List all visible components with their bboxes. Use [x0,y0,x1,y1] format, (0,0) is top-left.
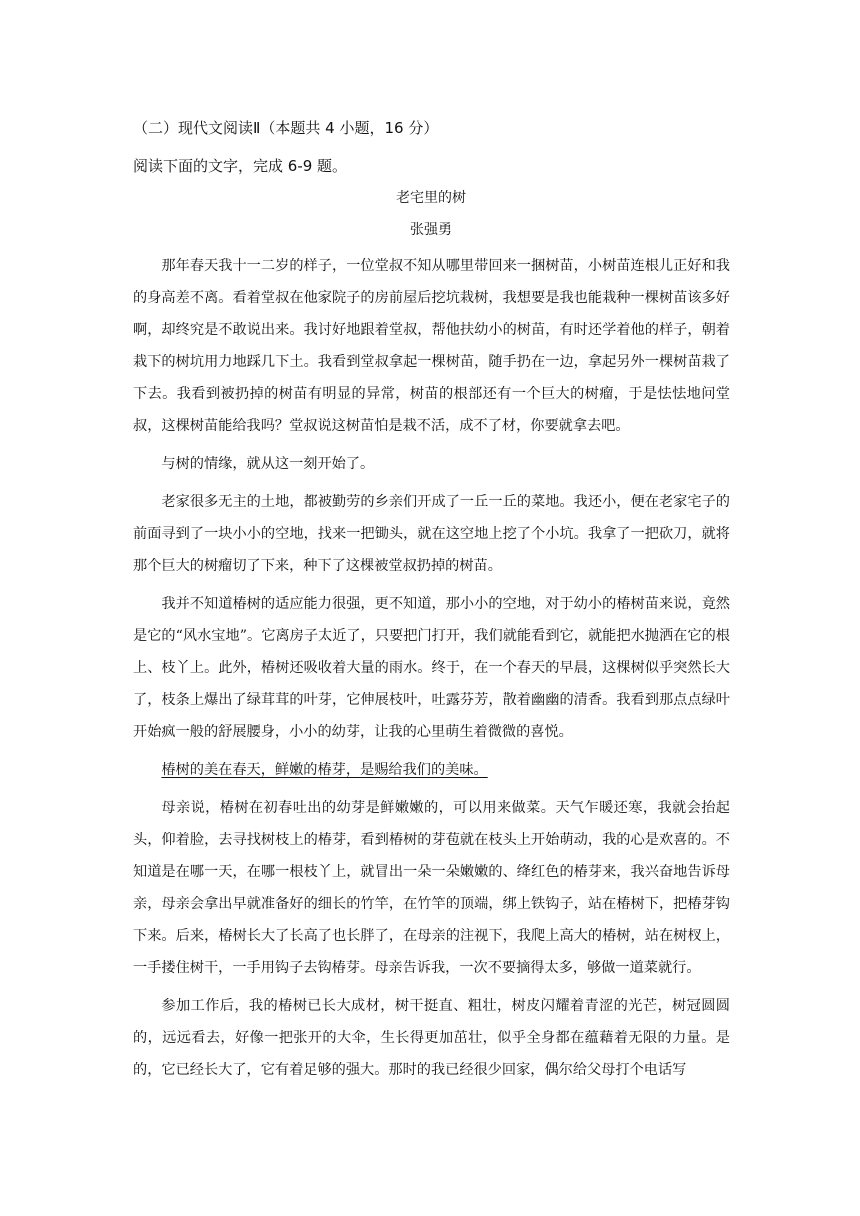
section-heading: （二）现代文阅读Ⅱ（本题共 4 小题，16 分） [133,119,439,137]
article-body [133,250,730,1086]
paragraph-7: 参加工作后，我的椿树已长大成材，树干挺直、粗壮，树皮闪耀着青涩的光芒，树冠圆圆的，远远看去，好像一把张开的大伞，生长得更加茁壮，似乎全身都在蕴藉着无限的力量。是的，它已经长大了，它有着足够的强大。那时的我已经很少回家，偶尔给父母打个电话写 [133,998,730,1078]
paragraph-1: 那年春天我十一二岁的样子，一位堂叔不知从哪里带回来一捆树苗，小树苗连根儿正好和我的身高差不离。看着堂叔在他家院子的房前屋后挖坑栽树，我想要是我也能栽种一棵树苗该多好啊，却终究是不敢说出来。我讨好地跟着堂叔，帮他扶幼小的树苗，有时还学着他的样子，朝着栽下的树坑用力地踩几下土。我看到堂叔拿起一棵树苗，随手扔在一边，拿起另外一棵树苗栽了下去。我看到被扔掉的树苗有明显的异常，树苗的根部还有一个巨大的树瘤，于是怯怯地问堂叔，这棵树苗能给我吗？堂叔说这树苗怕是栽不活，成不了材，你要就拿去吧。 [133,258,730,434]
paragraph-3: 老家很多无主的土地，都被勤劳的乡亲们开成了一丘一丘的菜地。我还小，便在老家宅子的前面寻到了一块小小的空地，找来一把锄头，就在这空地上挖了个小坑。我拿了一把砍刀，就将那个巨大的树瘤切了下来，种下了这棵被堂叔扔掉的树苗。 [133,494,730,574]
paragraph-6: 母亲说，椿树在初春吐出的幼芽是鲜嫩嫩的，可以用来做菜。天气乍暖还寒，我就会抬起头，仰着脸，去寻找树枝上的椿芽，看到椿树的芽苞就在枝头上开始萌动，我的心是欢喜的。不知道是在哪一天，在哪一根枝丫上，就冒出一朵一朵嫩嫩的、绛红色的椿芽来，我兴奋地告诉母亲，母亲会拿出早就准备好的细长的竹竿，在竹竿的顶端，绑上铁钩子，站在椿树下，把椿芽钩下来。后来，椿树长大了长高了也长胖了，在母亲的注视下，我爬上高大的椿树，站在树杈上，一手搂住树干，一手用钩子去钩椿芽。母亲告诉我，一次不要摘得太多，够做一道菜就行。 [133,800,730,976]
underlined-sentence: 椿树的美在春天，鲜嫩的椿芽，是赐给我们的美味。 [161,762,488,778]
paragraph-5 [133,754,730,786]
paragraph-2: 与树的情缘，就从这一刻开始了。 [161,456,375,472]
article-title: 老宅里的树 [396,190,466,206]
article-author: 张强勇 [410,222,452,238]
paragraph-4: 我并不知道椿树的适应能力很强，更不知道，那小小的空地，对于幼小的椿树苗来说，竟然是它的“风水宝地”。它离房子太近了，只要把门打开，我们就能看到它，就能把水抛洒在它的根上、枝丫上。此外，椿树还吸收着大量的雨水。终于，在一个春天的早晨，这棵树似乎突然长大了，枝条上爆出了绿茸茸的叶芽，它伸展枝叶，吐露芬芳，散着幽幽的清香。我看到那点点绿叶开始疯一般的舒展腰身，小小的幼芽，让我的心里萌生着微微的喜悦。 [133,596,730,740]
instruction-text: 阅读下面的文字，完成 6-9 题。 [133,157,348,175]
